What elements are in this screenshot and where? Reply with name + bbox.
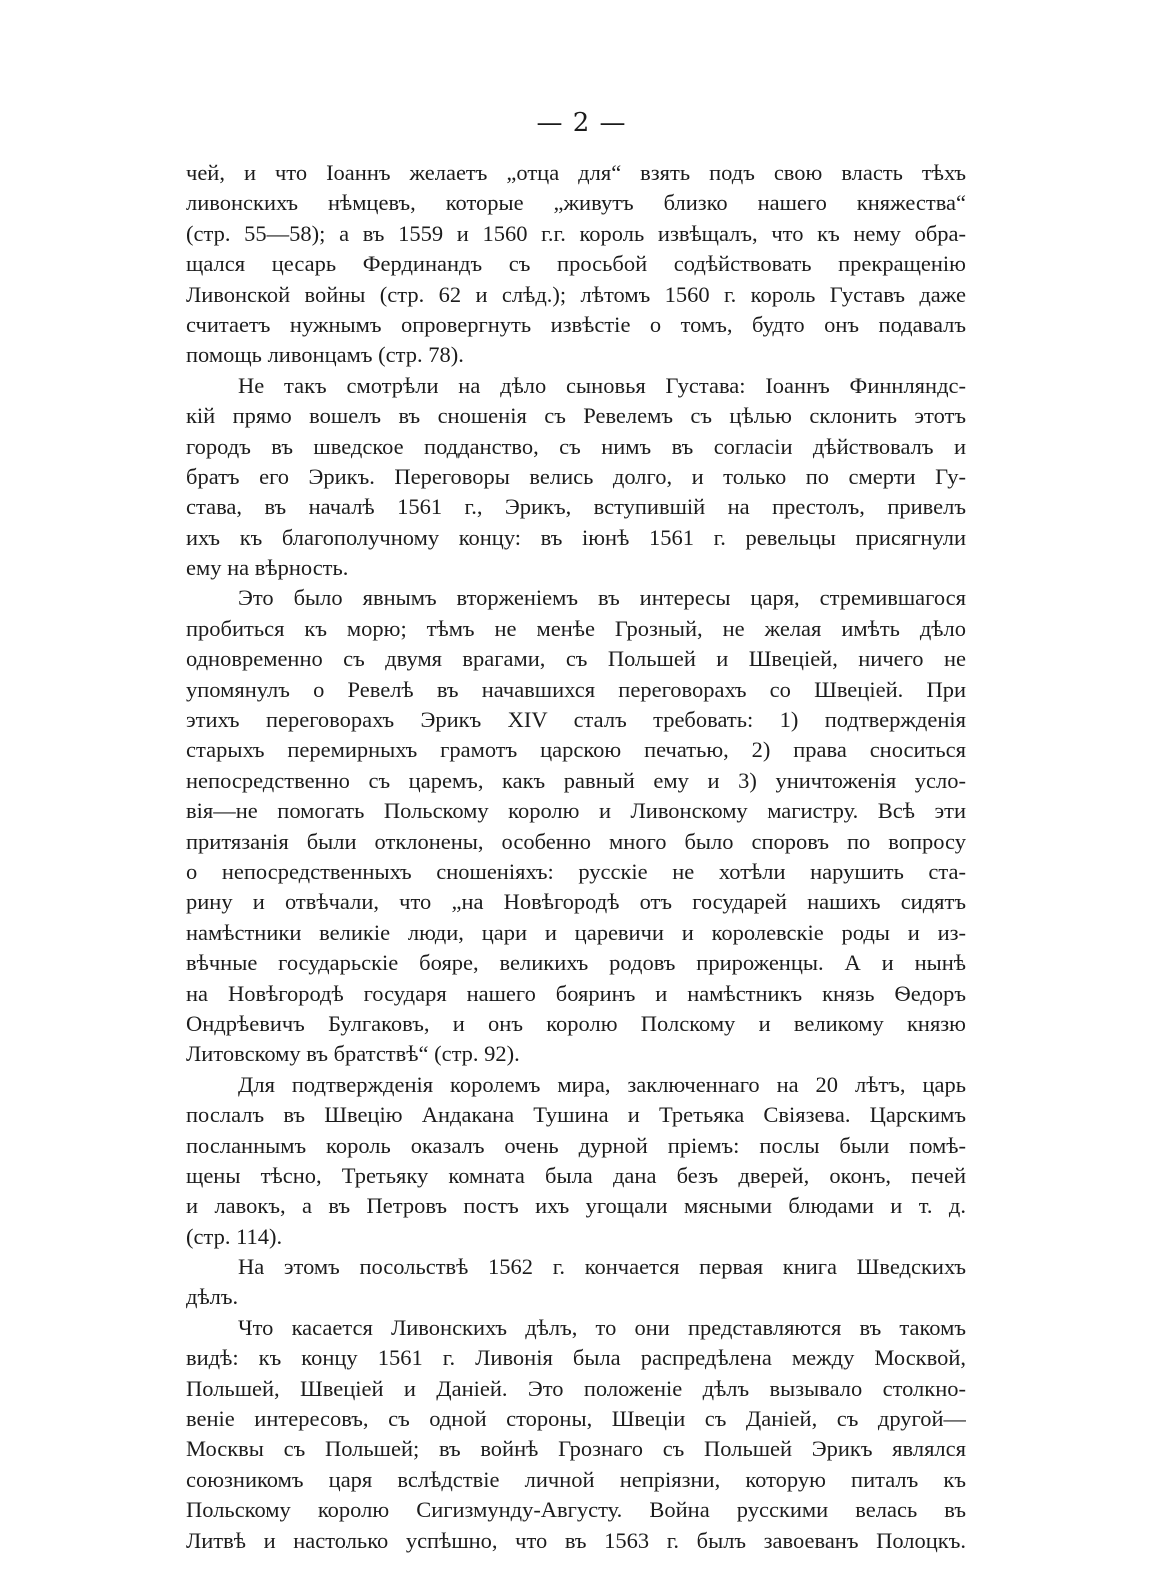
text-line: (стр. 114). — [186, 1223, 283, 1249]
text-line: видѣ: къ концу 1561 г. Ливонія была распредѣлена между Москвой, — [186, 1345, 966, 1371]
text-line: упомянулъ о Ревелѣ въ начавшихся переговорахъ со Швеціей. При — [186, 676, 966, 702]
text-line: Польскому королю Сигизмунду-Августу. Война русскими велась въ — [186, 1497, 966, 1523]
text-line: и лавокъ, а въ Петровъ постъ ихъ угощали мясными блюдами и т. д. — [186, 1193, 966, 1219]
text-line: Это было явнымъ вторженіемъ въ интересы царя, стремившагося — [238, 585, 966, 611]
text-line: Для подтвержденія королемъ мира, заключеннаго на 20 лѣтъ, царь — [238, 1071, 966, 1097]
text-line: считаетъ нужнымъ опровергнуть извѣстіе о томъ, будто онъ подавалъ — [186, 311, 966, 337]
text-line: Литовскому въ братствѣ“ (стр. 92). — [186, 1041, 520, 1067]
text-line: щены тѣсно, Третьяку комната была дана безъ дверей, оконъ, печей — [186, 1162, 966, 1188]
text-line: ливонскихъ нѣмцевъ, которые „живутъ близко нашего княжества“ — [186, 190, 966, 216]
text-line: Литвѣ и настолько успѣшно, что въ 1563 г. былъ завоеванъ Полоцкъ. — [186, 1527, 966, 1553]
text-line: на Новѣгородѣ государя нашего бояринъ и намѣстникъ князь Ѳедоръ — [186, 980, 966, 1006]
text-line: щался цесарь Фердинандъ съ просьбой содѣйствовать прекращенію — [186, 251, 966, 277]
text-line: о непосредственныхъ сношеніяхъ: русскіе не хотѣли нарушить ста- — [186, 858, 966, 884]
text-line: Москвы съ Польшей; въ войнѣ Грознаго съ Польшей Эрикъ являлся — [186, 1436, 966, 1462]
page-number: — 2 — — [536, 108, 627, 138]
text-line: ихъ къ благополучному концу: въ іюнѣ 1561 г. ревельцы присягнули — [186, 524, 966, 550]
text-line: вія—не помогать Польскому королю и Ливонскому магистру. Всѣ эти — [186, 798, 966, 824]
text-line: ему на вѣрность. — [186, 555, 349, 581]
text-line: рину и отвѣчали, что „на Новѣгородѣ отъ государей нашихъ сидятъ — [186, 889, 966, 915]
text-line: Ондрѣевичъ Булгаковъ, и онъ королю Полскому и великому князю — [186, 1010, 966, 1036]
text-line: Не такъ смотрѣли на дѣло сыновья Густава: Іоаннъ Финнляндс- — [238, 372, 966, 398]
text-line: чей, и что Іоаннъ желаетъ „отца для“ взять подъ свою власть тѣхъ — [186, 160, 966, 185]
text-line: Что касается Ливонскихъ дѣлъ, то они представляются въ такомъ — [238, 1314, 966, 1340]
text-line: намѣстники великіе люди, цари и царевичи и королевскіе роды и из- — [186, 919, 966, 945]
text-line: вѣчные государьскіе бояре, великихъ родовъ прироженцы. А и нынѣ — [186, 950, 966, 976]
text-line: На этомъ посольствѣ 1562 г. кончается первая книга Шведскихъ — [238, 1254, 966, 1280]
text-line: веніе интересовъ, съ одной стороны, Швеціи съ Даніей, съ другой— — [186, 1406, 966, 1432]
text-line: (стр. 55—58); а въ 1559 и 1560 г.г. король извѣщалъ, что къ нему обра- — [186, 220, 966, 246]
text-line: этихъ переговорахъ Эрикъ XIV сталъ требовать: 1) подтвержденія — [186, 707, 966, 733]
text-line: става, въ началѣ 1561 г., Эрикъ, вступившій на престолъ, привелъ — [186, 494, 966, 520]
text-line: помощь ливонцамъ (стр. 78). — [186, 342, 464, 368]
text-line: одновременно съ двумя врагами, съ Польшей и Швеціей, ничего не — [186, 646, 966, 672]
text-line: послалъ въ Швецію Андакана Тушина и Третьяка Свіязева. Царскимъ — [186, 1102, 966, 1128]
text-line: кій прямо вошелъ въ сношенія съ Ревелемъ съ цѣлью склонить этотъ — [186, 403, 966, 429]
text-line: Польшей, Швеціей и Даніей. Это положеніе дѣлъ вызывало столкно- — [186, 1375, 966, 1401]
text-line: союзникомъ царя вслѣдствіе личной непріязни, которую питалъ къ — [186, 1466, 966, 1492]
text-line: непосредственно съ царемъ, какъ равный ему и 3) уничтоженія усло- — [186, 767, 966, 793]
body-text — [186, 158, 966, 1556]
text-line: дѣлъ. — [186, 1284, 239, 1310]
text-line: старыхъ перемирныхъ грамотъ царскою печатью, 2) права сноситься — [186, 737, 966, 763]
text-line: посланнымъ король оказалъ очень дурной пріемъ: послы были помѣ- — [186, 1132, 966, 1158]
text-line: братъ его Эрикъ. Переговоры велись долго, и только по смерти Гу- — [186, 463, 966, 489]
text-line: Ливонской войны (стр. 62 и слѣд.); лѣтомъ 1560 г. король Густавъ даже — [186, 281, 966, 307]
text-line: притязанія были отклонены, особенно много было споровъ по вопросу — [186, 828, 966, 854]
text-line: городъ въ шведское подданство, съ нимъ въ согласіи дѣйствовалъ и — [186, 433, 966, 459]
text-line: пробиться къ морю; тѣмъ не менѣе Грозный, не желая имѣть дѣло — [186, 615, 966, 641]
